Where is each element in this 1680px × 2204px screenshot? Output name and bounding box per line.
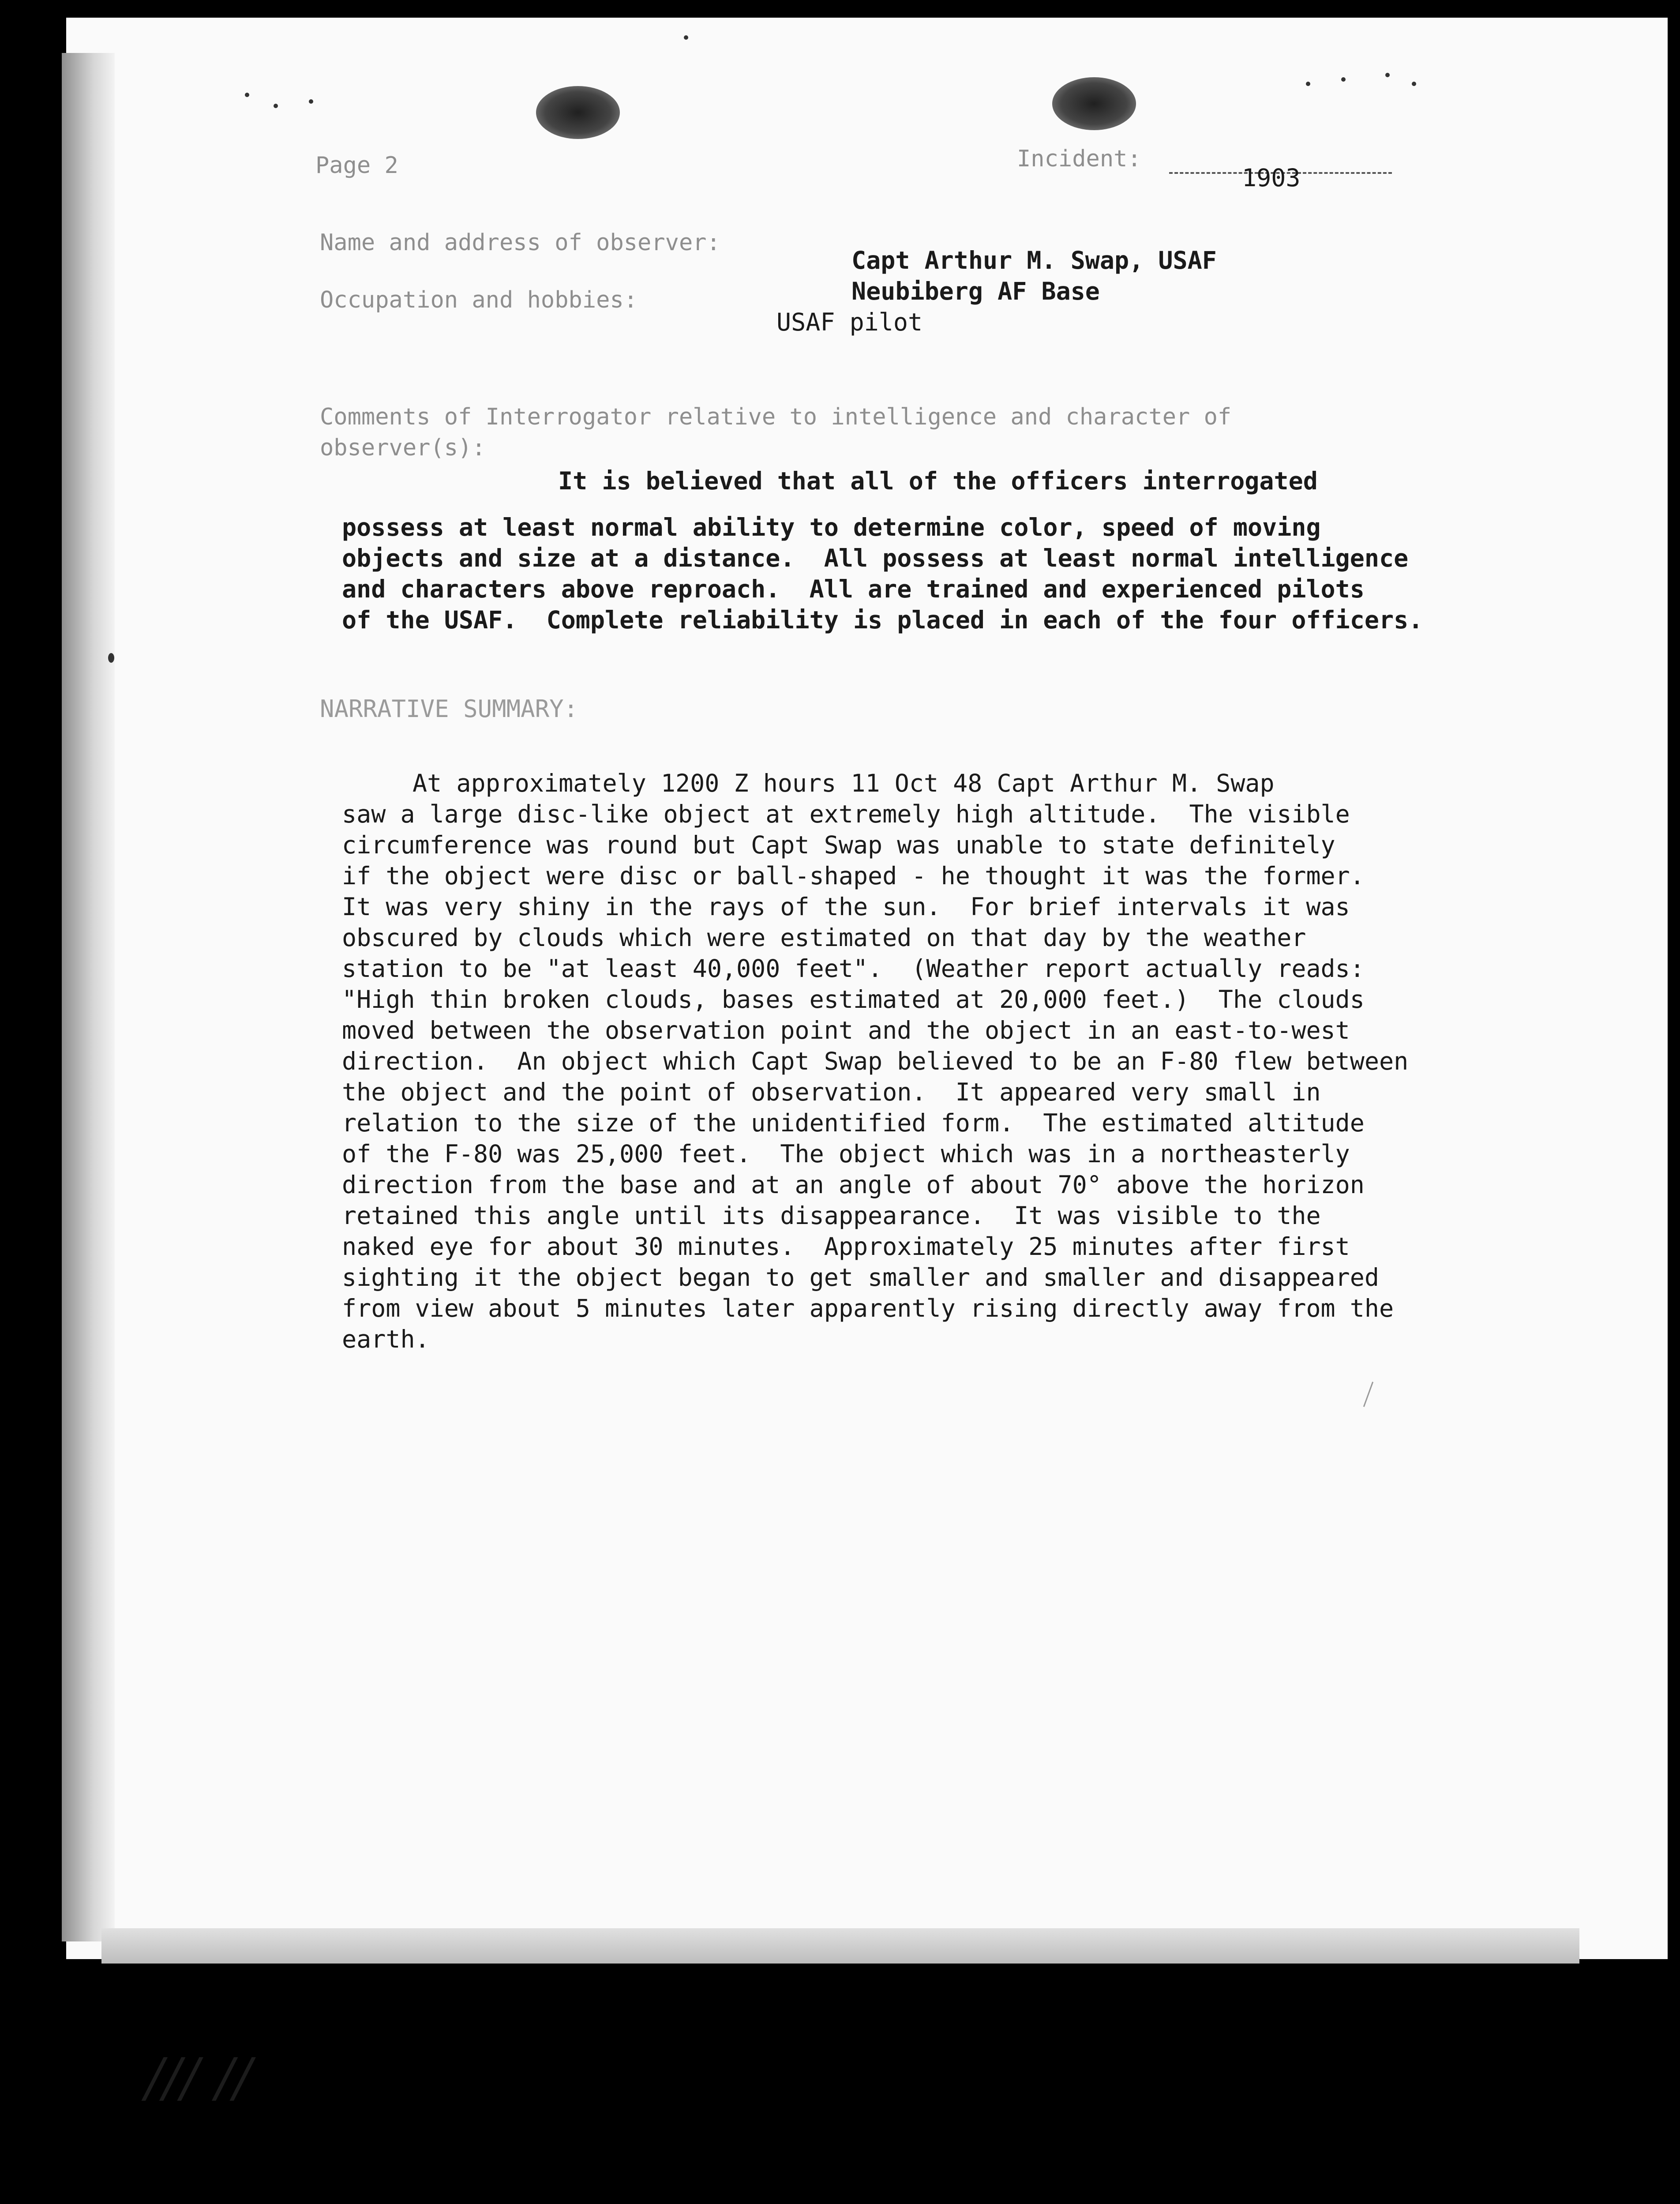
narrative-line: retained this angle until its disappearance. It was visible to the: [342, 1201, 1321, 1230]
name-address-label: Name and address of observer:: [320, 229, 720, 256]
narrative-line: from view about 5 minutes later apparently rising directly away from the: [342, 1294, 1394, 1322]
narrative-line: direction from the base and at an angle of about 70° above the horizon: [342, 1171, 1365, 1199]
occupation-value: USAF pilot: [776, 308, 923, 336]
narrative-line: direction. An object which Capt Swap believed to be an F-80 flew between: [342, 1047, 1409, 1075]
punch-hole-left: [536, 86, 620, 139]
comments-label: Comments of Interrogator relative to intelligence and character of: [320, 404, 1232, 430]
comments-line: of the USAF. Complete reliability is placed in each of the four officers.: [342, 606, 1423, 634]
scan-speck: [108, 653, 114, 663]
incident-label: Incident:: [1017, 146, 1141, 172]
page-label: Page 2: [315, 152, 398, 179]
narrative-line: At approximately 1200 Z hours 11 Oct 48 Capt Arthur M. Swap: [412, 769, 1275, 797]
narrative-line: sighting it the object began to get smaller and smaller and disappeared: [342, 1263, 1380, 1292]
scan-speck: [1385, 73, 1390, 77]
comments-line: possess at least normal ability to determine color, speed of moving: [342, 513, 1321, 541]
narrative-line: obscured by clouds which were estimated on that day by the weather: [342, 924, 1306, 952]
narrative-line: of the F-80 was 25,000 feet. The object which was in a northeasterly: [342, 1140, 1350, 1168]
scan-speck: [1412, 82, 1416, 86]
scan-speck: [309, 99, 313, 104]
observer-name: Capt Arthur M. Swap, USAF: [851, 246, 1217, 274]
occupation-label: Occupation and hobbies:: [320, 287, 638, 313]
narrative-line: earth.: [342, 1325, 430, 1353]
scan-speck: [1341, 77, 1346, 82]
narrative-line: circumference was round but Capt Swap was unable to state definitely: [342, 831, 1335, 859]
left-shadow-edge: [62, 53, 115, 1941]
comments-line: It is believed that all of the officers interrogated: [558, 467, 1318, 495]
comments-line: and characters above reproach. All are trained and experienced pilots: [342, 575, 1365, 603]
scan-speck: [1306, 82, 1310, 86]
narrative-line: It was very shiny in the rays of the sun. For brief intervals it was: [342, 893, 1350, 921]
comments-label-cont: observer(s):: [320, 435, 486, 461]
bottom-fold-band: [101, 1928, 1579, 1964]
punch-hole-right: [1052, 77, 1136, 130]
narrative-line: moved between the observation point and the object in an east-to-west: [342, 1016, 1350, 1044]
narrative-line: "High thin broken clouds, bases estimated at 20,000 feet.) The clouds: [342, 985, 1365, 1014]
observer-base: Neubiberg AF Base: [851, 277, 1100, 305]
narrative-line: the object and the point of observation. It appeared very small in: [342, 1078, 1321, 1106]
narrative-line: station to be "at least 40,000 feet". (Weather report actually reads:: [342, 954, 1365, 983]
scan-speck: [274, 104, 278, 108]
narrative-line: saw a large disc-like object at extremely high altitude. The visible: [342, 800, 1350, 828]
narrative-line: naked eye for about 30 minutes. Approximately 25 minutes after first: [342, 1232, 1350, 1261]
scan-speck: [684, 35, 688, 40]
comments-line: objects and size at a distance. All possess at least normal intelligence: [342, 544, 1409, 572]
narrative-heading: NARRATIVE SUMMARY:: [320, 695, 578, 723]
margin-marks: /// //: [146, 2047, 252, 2109]
incident-number: 1903: [1242, 164, 1301, 192]
scan-speck: [245, 93, 249, 97]
narrative-line: relation to the size of the unidentified form. The estimated altitude: [342, 1109, 1365, 1137]
narrative-line: if the object were disc or ball-shaped - he thought it was the former.: [342, 862, 1365, 890]
